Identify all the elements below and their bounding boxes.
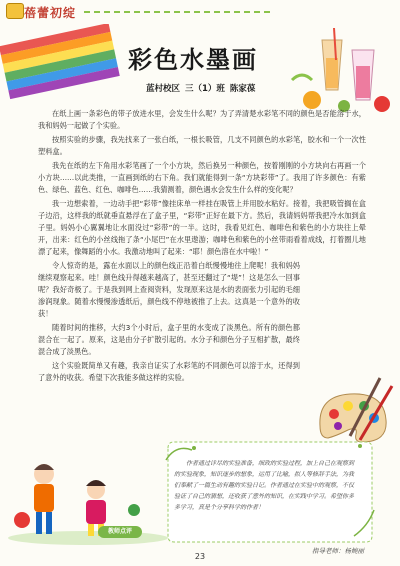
tutor-signature: 指导老师：杨婉丽 (312, 547, 364, 555)
article-title: 彩色水墨画 (128, 45, 258, 74)
page-number: 23 (194, 552, 206, 561)
paragraph: 我先在纸的左下角用水彩笔画了一个小方块，然后换另一种颜色，按着刚刚的小方块向右再画一个小方块……以此类推，一直画到纸的右下角。我们就能得到一条“方块彩带”了。我用了许多颜色：有紫色、绿色、蓝色、红色、咖啡色……我猜测着，颜色遇水会发生什么样的变化呢？ (38, 161, 366, 194)
book-logo-icon (6, 3, 24, 19)
fruit-drinks-illustration (282, 20, 400, 116)
article-byline: 蓝村校区 三（1）班 陈家葆 (146, 84, 256, 94)
teacher-comment: 作者通过详尽的实验准备，细致的实验过程，加上自己在观察到的实验现象，知识逐步的想象，运用了比喻，拟人等修辞手法，为我们奉献了一篇生动有趣的实验日记。作者通过在实验中的观察，不仅验证了自己的猜想，还收获了意外的知识，在实践中学习。希望你多多学习，真是个分享科学的作者！ (174, 460, 355, 511)
column-brand: 蓓蕾初绽 (24, 6, 77, 20)
paragraph: 在纸上画一条彩色的带子放进水里，会发生什么呢？为了弄清楚水彩笔不同的颜色是否能溶于水，我和妈妈一起做了个实验。 (38, 109, 366, 130)
teacher-comment-badge: 教师点评 (98, 526, 142, 538)
paragraph: 按照实验的步骤，我先找来了一张白纸，一根长吸管，几支不同颜色的水彩笔，胶水和一个一次性塑料盒。 (38, 135, 366, 156)
rainbow-brush-illustration (0, 24, 122, 106)
article-body (38, 108, 366, 386)
paragraph: 令人惊奇的是，露在水面以上的颜色线正沿着白纸慢慢地往上爬呢！我和妈妈继续观察起来。哇！颜色线升得越来越高了，甚至还翻过了“堤”！这是怎么一回事呢？我好奇极了。于是我到网上查阅资料，发现原来这是水的表面张力引起的毛细渗润现象。随着水慢慢渗透纸后，颜色线不停地被推了上去。这真是一个意外的收获！ (38, 261, 300, 318)
children-painting-illustration (4, 450, 172, 546)
paragraph: 随着时间的推移，大约3个小时后，盒子里的水变成了淡黑色。所有的颜色都混合在一起了。原来，这是由分子扩散引起的。水分子和颜色分子互相扩散，最终混合成了淡黑色。 (38, 323, 300, 356)
paragraph: 我一边想索着，一边动手把“彩带”像挂床单一样挂在吸管上并用胶水粘好。接着，我把吸管搁在盒子边沿，这样我的纸就垂直悬浮在了盒子里，“彩带”正好在最下方。然后，我请妈妈帮我把冷水加到盒子里。妈妈小心翼翼地让水面没过“彩带”的一半。这时，我看见红色、咖啡色和紫色的小方块往上晕开，出来：红色的小丝线拖了条“小尾巴”在水里遨游；咖啡色和紫色的小丝带雨看着成线，打着圈儿地漂了起来，像舞蹈的小水。我激动地叫了起来：“耶！颜色溶在水中啦！” (38, 199, 366, 256)
decorative-divider (84, 11, 274, 13)
paragraph: 这个实验既简单又有趣，我亲自证实了水彩笔的不同颜色可以溶于水，还得到了意外的收获。希望下次我能多做这样的实验。 (38, 361, 300, 382)
